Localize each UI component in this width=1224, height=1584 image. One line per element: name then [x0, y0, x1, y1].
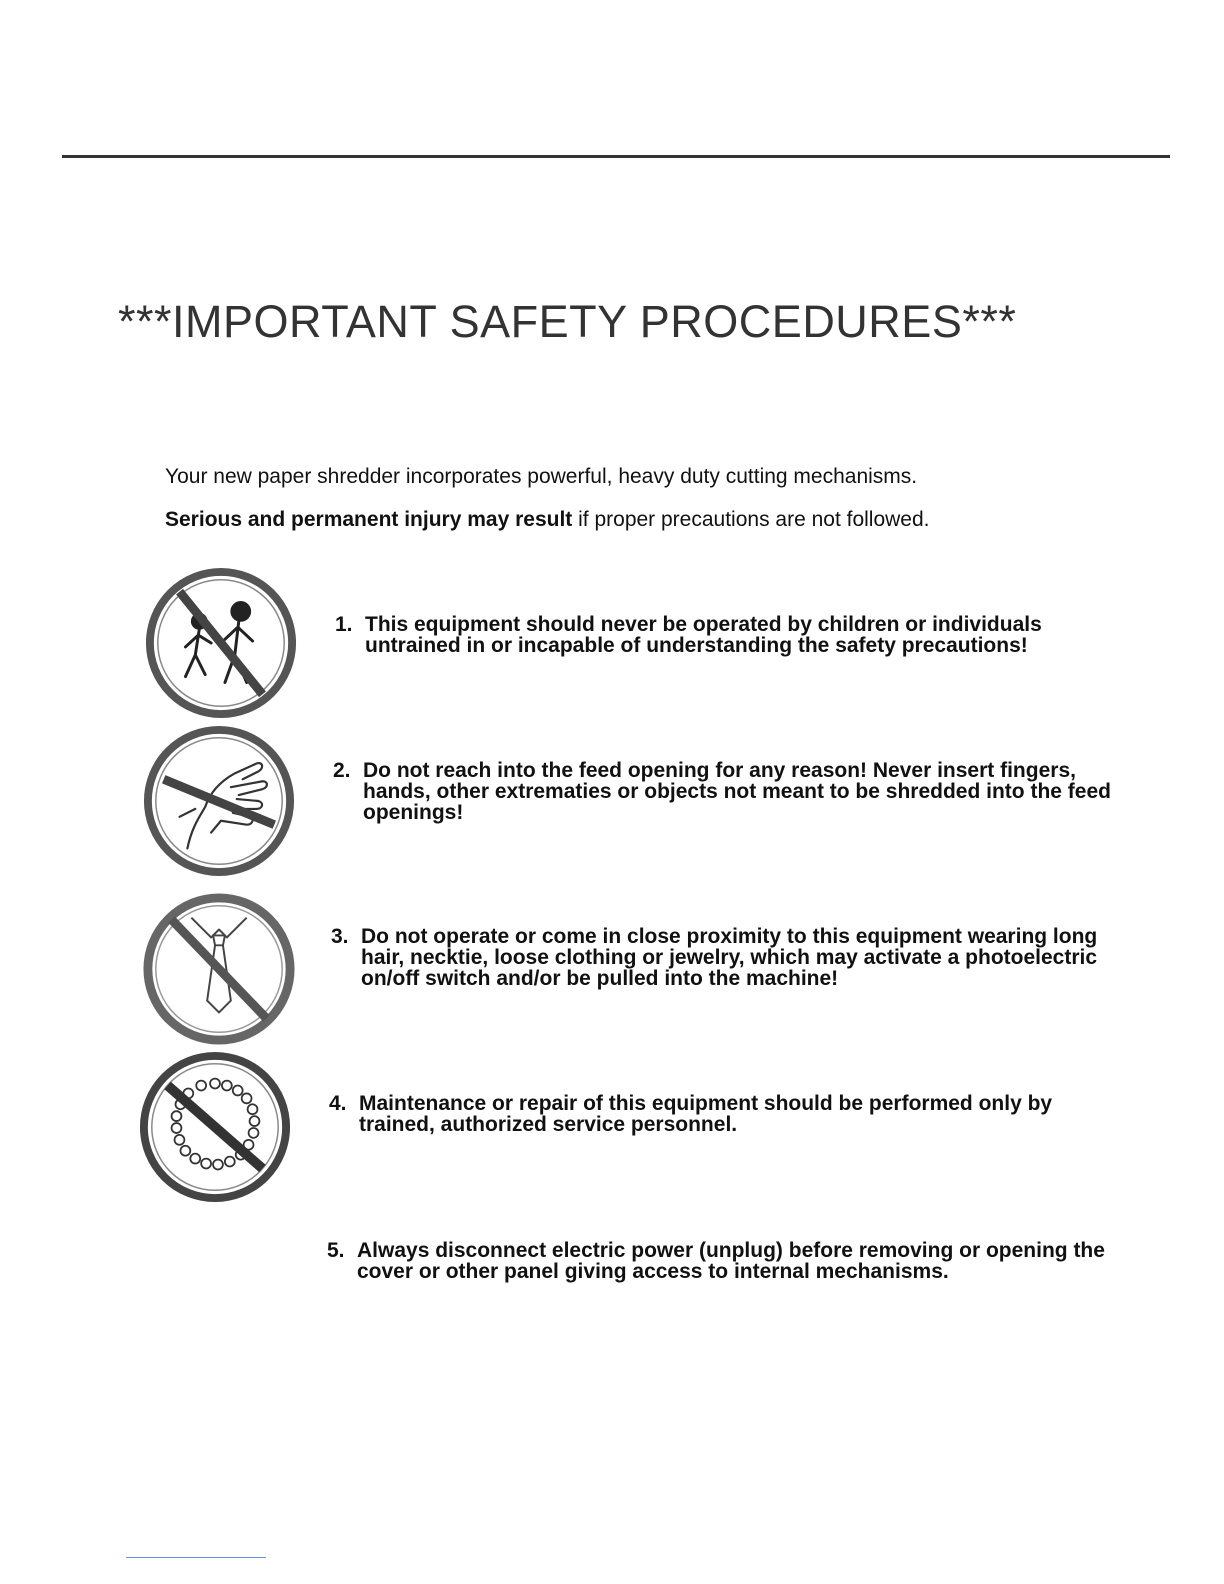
no-hands-icon — [140, 722, 298, 880]
no-necktie-icon — [140, 890, 298, 1048]
footer-rule — [126, 1557, 266, 1558]
intro-text: Your new paper shredder incorporates powerful, heavy duty cutting mechanisms. — [165, 465, 918, 488]
item-text: Maintenance or repair of this equipment should be performed only by trained, authorized service personnel. — [359, 1092, 1053, 1136]
warning-bold: Serious and permanent injury may result — [165, 508, 573, 531]
top-rule — [62, 155, 1170, 158]
item-text: Do not operate or come in close proximity to this equipment wearing long hair, necktie, loose clothing or jewelry, which may activate a photoelectric on/off switch and/or be pulled into the machine! — [361, 925, 1098, 990]
item-number: 3. — [331, 925, 349, 948]
page-title: ***IMPORTANT SAFETY PROCEDURES*** — [118, 296, 1017, 347]
item-text: This equipment should never be operated by children or individuals untrained in or incapable of understanding the safety precautions! — [365, 613, 1042, 657]
item-text: Do not reach into the feed opening for any reason! Never insert fingers, hands, other extrematies or objects not meant to be shredded into the feed openings! — [363, 759, 1111, 824]
item-number: 5. — [327, 1239, 345, 1262]
no-jewelry-icon — [136, 1048, 294, 1206]
no-children-icon — [142, 564, 300, 722]
item-text: Always disconnect electric power (unplug) before removing or opening the cover or other panel giving access to internal mechanisms. — [357, 1239, 1105, 1283]
warning-text — [165, 508, 1125, 532]
warning-rest: if proper precautions are not followed. — [572, 508, 930, 531]
item-number: 1. — [335, 613, 353, 636]
item-number: 2. — [333, 759, 351, 782]
item-number: 4. — [329, 1092, 347, 1115]
